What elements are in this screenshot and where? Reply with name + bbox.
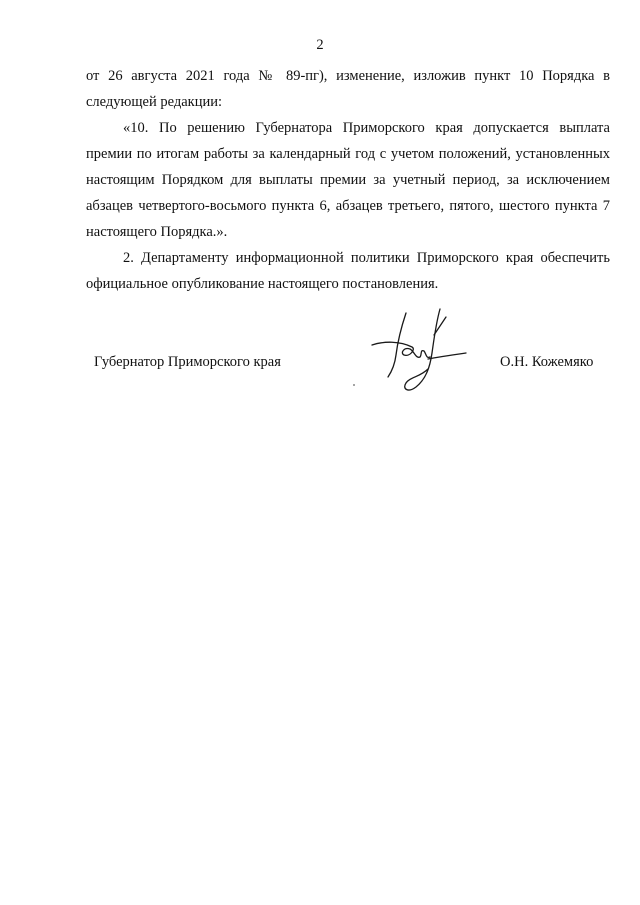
signatory-position: Губернатор Приморского края <box>94 354 281 370</box>
page-number: 2 <box>316 37 324 53</box>
handwritten-signature <box>362 305 472 395</box>
paragraph-quoted-item-10: «10. По решению Губернатора Приморского края допускается выплата премии по итогам работы за календарный год с учетом положений, установленных настоящим Порядком для выплаты премии за учетный период, за исключением абзацев четвертого-восьмого пункта 6, абзацев третьего, пятого, шестого пункта 7 настоящего Порядка.». <box>86 120 610 240</box>
scan-speck <box>353 384 355 386</box>
signature-block <box>0 345 640 405</box>
paragraph-item-2: 2. Департаменту информационной политики Приморского края обеспечить официальное опубликование настоящего постановления. <box>86 250 610 292</box>
signatory-name: О.Н. Кожемяко <box>500 354 594 370</box>
document-body <box>86 63 610 297</box>
paragraph-continuation: от 26 августа 2021 года № 89-пг), изменение, изложив пункт 10 Порядка в следующей редакции: <box>86 68 610 110</box>
